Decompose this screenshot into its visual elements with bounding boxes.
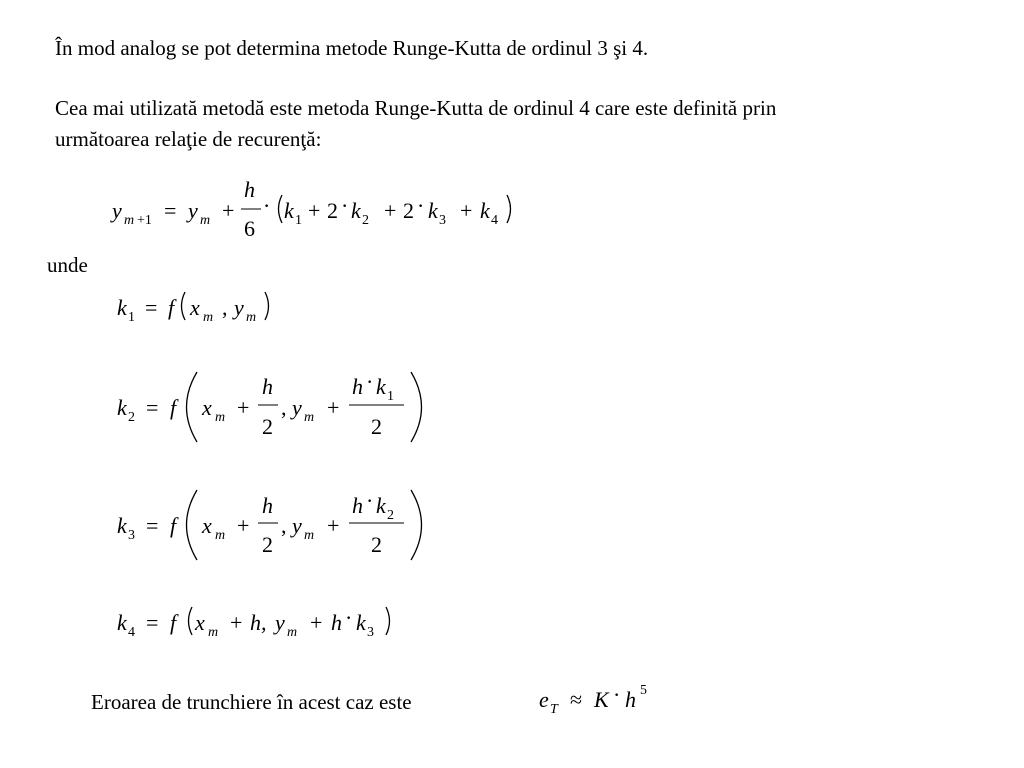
svg-text:h,: h, <box>250 610 267 635</box>
svg-text:h: h <box>244 177 255 202</box>
svg-text:+: + <box>222 198 235 223</box>
error-sentence: Eroarea de trunchiere în acest caz este <box>91 690 412 714</box>
svg-text:y: y <box>234 295 244 320</box>
svg-text:k: k <box>480 198 490 223</box>
svg-text:m: m <box>124 213 135 228</box>
unde-label: unde <box>47 253 88 277</box>
svg-text:=: = <box>146 395 159 420</box>
svg-text:·: · <box>345 605 353 630</box>
svg-text:y: y <box>292 513 302 538</box>
svg-text:k: k <box>117 513 127 538</box>
svg-text:x: x <box>190 295 200 320</box>
svg-text:k: k <box>117 395 127 420</box>
svg-text:m: m <box>203 310 214 325</box>
svg-text:k: k <box>356 610 366 635</box>
svg-text:h: h <box>352 374 363 399</box>
svg-text:h: h <box>262 374 273 399</box>
svg-text:2: 2 <box>387 508 394 523</box>
svg-text:k: k <box>351 198 361 223</box>
svg-text:·: · <box>341 193 349 218</box>
svg-text:m: m <box>304 528 315 543</box>
svg-text:2: 2 <box>128 410 135 425</box>
svg-text:y: y <box>292 395 302 420</box>
svg-text:+: + <box>308 198 321 223</box>
svg-text:y: y <box>188 198 198 223</box>
formula-k2 <box>117 369 422 442</box>
svg-text:2: 2 <box>403 198 414 223</box>
svg-text:m: m <box>215 410 226 425</box>
svg-text:y: y <box>275 610 285 635</box>
svg-text:+: + <box>237 395 250 420</box>
svg-text:f: f <box>170 610 177 635</box>
svg-text:5: 5 <box>640 683 647 698</box>
svg-text:2: 2 <box>362 213 369 228</box>
svg-text:·: · <box>613 682 621 707</box>
svg-text:K: K <box>594 687 609 712</box>
svg-text:2: 2 <box>262 532 273 557</box>
svg-text:,: , <box>281 513 287 538</box>
formula-main <box>110 177 511 241</box>
svg-text:,: , <box>281 395 287 420</box>
svg-text:+: + <box>384 198 397 223</box>
svg-text:m: m <box>208 625 219 640</box>
svg-text:h: h <box>331 610 342 635</box>
svg-text:1: 1 <box>387 389 394 404</box>
svg-text:+: + <box>230 610 243 635</box>
formula-k4 <box>117 605 390 640</box>
svg-text:e: e <box>539 687 549 712</box>
intro-text: În mod analog se pot determina metode Runge-Kutta de ordinul 3 şi 4. <box>55 36 649 60</box>
svg-text:+: + <box>310 610 323 635</box>
svg-text:·: · <box>366 488 374 513</box>
svg-text:h: h <box>352 493 363 518</box>
svg-text:2: 2 <box>327 198 338 223</box>
formula-k3 <box>117 488 422 560</box>
svg-text:=: = <box>146 513 159 538</box>
svg-text:=: = <box>146 610 159 635</box>
paragraph-line-2: următoarea relaţie de recurenţă: <box>55 127 322 151</box>
svg-text:4: 4 <box>128 625 135 640</box>
svg-text:3: 3 <box>439 213 446 228</box>
svg-text:6: 6 <box>244 216 255 241</box>
svg-text:m: m <box>246 310 257 325</box>
svg-text:f: f <box>170 513 177 538</box>
svg-text:+: + <box>327 513 340 538</box>
svg-text:1: 1 <box>295 213 302 228</box>
svg-text:1: 1 <box>128 310 135 325</box>
svg-text:2: 2 <box>262 414 273 439</box>
svg-text:2: 2 <box>371 532 382 557</box>
svg-text:x: x <box>202 395 212 420</box>
svg-text:m: m <box>304 410 315 425</box>
svg-text:k: k <box>117 295 127 320</box>
svg-text:h: h <box>262 493 273 518</box>
svg-text:f: f <box>168 295 175 320</box>
svg-text:·: · <box>417 193 425 218</box>
svg-text:x: x <box>202 513 212 538</box>
svg-text:+1: +1 <box>137 213 152 228</box>
svg-text:2: 2 <box>371 414 382 439</box>
svg-text:f: f <box>170 395 177 420</box>
svg-text:·: · <box>263 193 271 218</box>
svg-text:+: + <box>237 513 250 538</box>
formula-error <box>539 682 647 717</box>
svg-text:=: = <box>164 198 177 223</box>
svg-text:m: m <box>215 528 226 543</box>
svg-text:+: + <box>327 395 340 420</box>
svg-text:≈: ≈ <box>570 687 583 712</box>
svg-text:3: 3 <box>128 528 135 543</box>
svg-text:k: k <box>284 198 294 223</box>
svg-text:k: k <box>117 610 127 635</box>
svg-text:·: · <box>366 369 374 394</box>
svg-text:h: h <box>625 687 636 712</box>
formula-k1 <box>117 292 269 325</box>
svg-text:m: m <box>200 213 211 228</box>
svg-text:m: m <box>287 625 298 640</box>
svg-text:4: 4 <box>491 213 498 228</box>
svg-text:,: , <box>222 295 228 320</box>
svg-text:k: k <box>428 198 438 223</box>
svg-text:k: k <box>376 493 386 518</box>
svg-text:x: x <box>195 610 205 635</box>
svg-text:y: y <box>112 198 122 223</box>
svg-text:+: + <box>460 198 473 223</box>
svg-text:3: 3 <box>367 625 374 640</box>
svg-text:=: = <box>145 295 158 320</box>
paragraph-line-1: Cea mai utilizată metodă este metoda Runge-Kutta de ordinul 4 care este definită prin <box>55 96 777 120</box>
svg-text:T: T <box>550 702 558 717</box>
svg-text:k: k <box>376 374 386 399</box>
